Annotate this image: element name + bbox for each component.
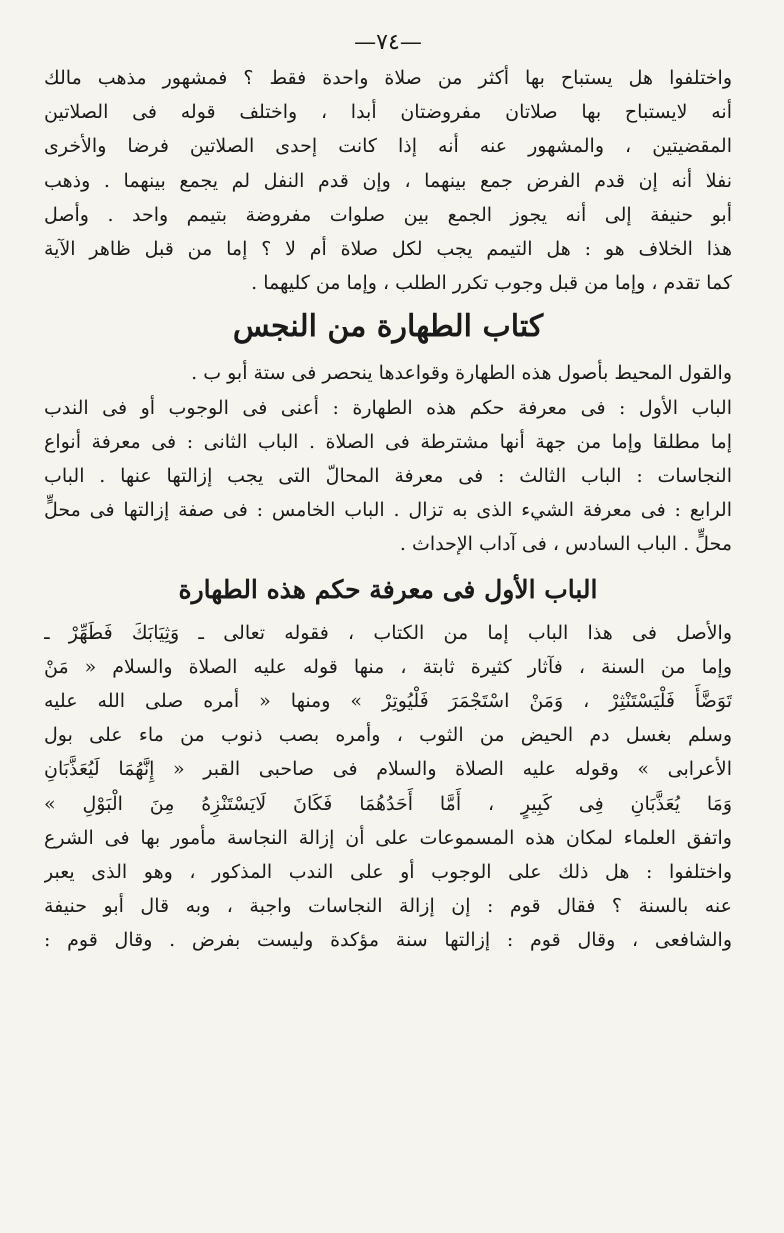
text-line: والأصل فى هذا الباب إما من الكتاب ، فقوله تعالى ـ وَثِيَابَكَ فَطَهِّرْ ـ (44, 621, 732, 644)
text-line: والقول المحيط بأصول هذه الطهارة وقواعدها ينحصر فى ستة أبو ب . (191, 362, 732, 385)
text-line: أنه لايستباح بها صلاتان مفروضتان أبدا ، واختلف قوله فى الصلاتين (44, 101, 732, 124)
page-number: —٧٤— (354, 30, 422, 55)
book-title: كتاب الطهارة من النجس (232, 309, 544, 345)
text-line: عنه بالسنة ؟ فقال قوم : إن إزالة النجاسات واجبة ، وبه قال أبو حنيفة (44, 895, 732, 918)
text-line: واختلفوا هل يستباح بها أكثر من صلاة واحدة فقط ؟ فمشهور مذهب مالك (44, 67, 732, 89)
text-line: والشافعى ، وقال قوم : إزالتها سنة مؤكدة وليست بفرض . وقال قوم : (44, 929, 732, 952)
text-line: تَوَضَّأَ فَلْيَسْتَنْثِرْ ، وَمَنْ اسْتَجْمَرَ فَلْيُوتِرْ » ومنها « أمره صلى الله عليه (44, 690, 732, 713)
paragraph-tayammum (44, 61, 732, 300)
text-line: المقضيتين ، والمشهور عنه أنه إذا كانت إحدى الصلاتين فرضا والأخرى (44, 135, 732, 158)
text-line: الباب الأول : فى معرفة حكم هذه الطهارة : أعنى فى الوجوب أو فى الندب (44, 396, 732, 419)
text-line: أبو حنيفة إلى أنه يجوز الجمع بين صلوات مفروضة بتيمم واحد . وأصل (44, 203, 732, 226)
text-line: وإما من السنة ، فآثار كثيرة ثابتة ، منها قوله عليه الصلاة والسلام « مَنْ (44, 655, 732, 678)
text-line: هذا الخلاف هو : هل التيمم يجب لكل صلاة أم لا ؟ إما من قبل ظاهر الآية (44, 238, 732, 261)
text-line: إما مطلقا وإما من جهة أنها مشترطة فى الصلاة . الباب الثانى : فى معرفة أنواع (44, 430, 732, 453)
text-line: كما تقدم ، وإما من قبل وجوب تكرر الطلب ، وإما من كليهما . (251, 272, 732, 295)
text-line: واتفق العلماء لمكان هذه المسموعات على أن إزالة النجاسة مأمور بها فى الشرع (44, 826, 732, 849)
text-line: وَمَا يُعَذَّبَانِ فِى كَبِيرٍ ، أَمَّا أَحَدُهُمَا فَكَانَ لَايَسْتَنْزِهُ مِنَ الْبَوْلِ » (44, 792, 732, 815)
text-line: الرابع : فى معرفة الشيء الذى به تزال . الباب الخامس : فى صفة إزالتها فى محلٍّ (44, 499, 732, 522)
text-line: نفلا أنه إن قدم الفرض جمع بينهما ، وإن قدم النفل لم يجمع بينهما . وذهب (44, 169, 732, 192)
text-line: محلٍّ . الباب السادس ، فى آداب الإحداث . (399, 533, 732, 556)
text-line: الأعرابى » وقوله عليه الصلاة والسلام فى صاحبى القبر « إِنَّهُمَا لَيُعَذَّبَانِ (44, 758, 732, 781)
text-line: النجاسات : الباب الثالث : فى معرفة المحالّ التى يجب إزالتها عنها . الباب (44, 465, 732, 488)
paragraph-ruling (44, 616, 732, 958)
paragraph-chapters (44, 356, 732, 561)
text-line: وسلم بغسل دم الحيض من الثوب ، وأمره بصب ذنوب من ماء على بول (44, 724, 732, 747)
chapter-title: الباب الأول فى معرفة حكم هذه الطهارة (178, 574, 598, 604)
text-line: واختلفوا : هل ذلك على الوجوب أو على الندب المذكور ، وهو الذى يعبر (44, 861, 732, 884)
